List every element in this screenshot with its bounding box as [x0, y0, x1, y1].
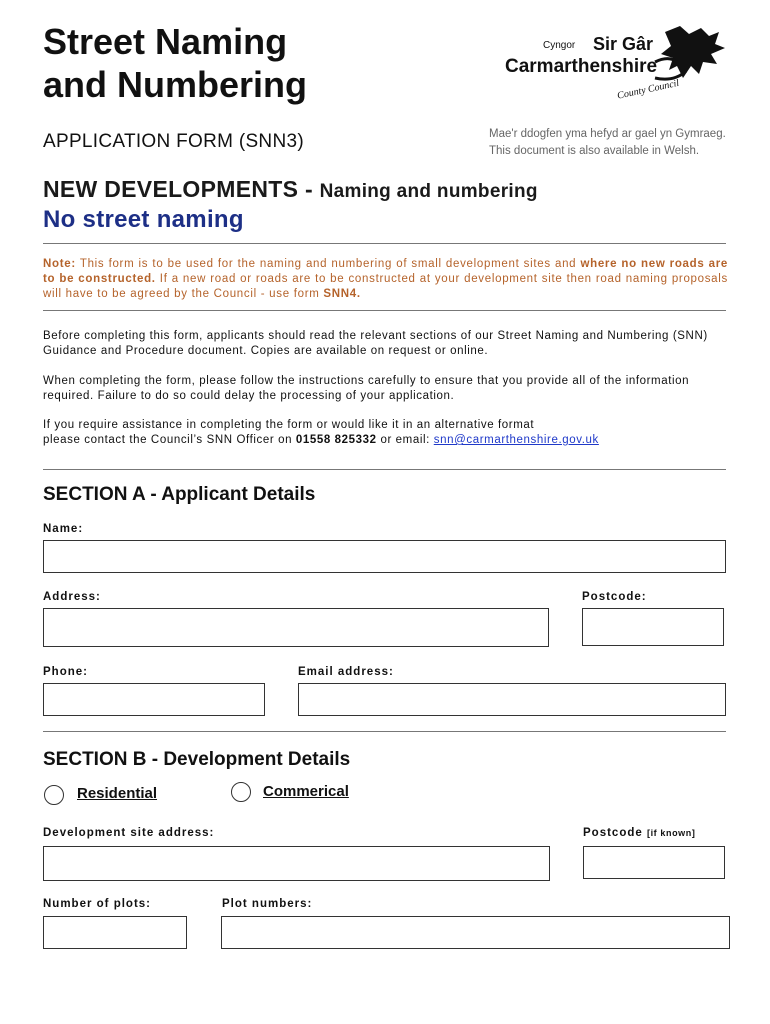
welsh-availability-note [489, 126, 726, 160]
logo-carmarthenshire-text: Carmarthenshire [505, 56, 658, 77]
note-bold-1: where no new roads are to be constructed. [43, 258, 729, 285]
site-postcode-text: Postcode [583, 827, 647, 839]
assistance-line-1: If you require assistance in completing the form or would like it in an alternative format [43, 419, 535, 431]
developments-heading [43, 176, 538, 203]
site-address-label: Development site address: [43, 827, 215, 839]
divider [43, 469, 726, 470]
section-b-title: SECTION B - Development Details [43, 749, 351, 770]
name-label: Name: [43, 523, 84, 535]
postcode-label: Postcode: [582, 591, 647, 603]
name-field[interactable] [43, 540, 726, 573]
divider [43, 243, 726, 244]
snn-phone-number: 01558 825332 [295, 434, 377, 446]
site-postcode-label [583, 827, 695, 839]
welsh-note-line-1: Mae'r ddogfen yma hefyd ar gael yn Gymraeg. [489, 128, 726, 140]
commercial-radio[interactable] [231, 782, 251, 802]
residential-label[interactable]: Residential [77, 785, 158, 802]
address-label: Address: [43, 591, 101, 603]
page-title [43, 20, 307, 106]
assistance-line-2b: or email: [376, 434, 434, 446]
title-line-1: Street Naming [43, 21, 288, 62]
form-subtitle: APPLICATION FORM (SNN3) [43, 131, 304, 152]
assistance-line-2a: please contact the Council’s SNN Officer on [43, 434, 296, 446]
developments-heading-main: NEW DEVELOPMENTS - [43, 176, 320, 202]
logo-county-council-text: County Council [616, 77, 681, 102]
section-a-title: SECTION A - Applicant Details [43, 484, 316, 505]
email-label: Email address: [298, 666, 394, 678]
site-postcode-field[interactable] [583, 846, 725, 879]
site-postcode-hint: [if known] [646, 828, 696, 838]
note-bold-2: SNN4. [323, 288, 361, 300]
no-street-naming-heading: No street naming [43, 206, 244, 233]
divider [43, 310, 726, 311]
intro-paragraph-2: When completing the form, please follow the instructions carefully to ensure that you provide all of the information required. Failure to do so could delay the processing of your application. [43, 375, 690, 402]
postcode-field[interactable] [582, 608, 724, 646]
assistance-paragraph [43, 418, 728, 448]
email-field[interactable] [298, 683, 726, 716]
welsh-note-line-2: This document is also available in Welsh. [489, 145, 700, 157]
plot-numbers-label: Plot numbers: [222, 898, 313, 910]
note-paragraph [43, 257, 728, 302]
phone-label: Phone: [43, 666, 88, 678]
phone-field[interactable] [43, 683, 265, 716]
logo-cyngor-text: Cyngor [543, 40, 576, 51]
commercial-label[interactable]: Commerical [263, 783, 349, 800]
residential-radio[interactable] [44, 785, 64, 805]
plots-field[interactable] [43, 916, 187, 949]
divider [43, 731, 726, 732]
council-logo [505, 22, 730, 110]
dragon-icon [661, 26, 725, 78]
address-field[interactable] [43, 608, 549, 647]
snn-email-link[interactable]: snn@carmarthenshire.gov.uk [433, 434, 599, 446]
note-label: Note: [43, 258, 76, 270]
developments-heading-sub: Naming and numbering [319, 181, 538, 202]
site-address-field[interactable] [43, 846, 550, 881]
intro-paragraph-1: Before completing this form, applicants should read the relevant sections of our Street Naming and Numbering (SNN) Guidance and Procedure document. Copies are available on request or online. [43, 330, 708, 357]
note-text-2: If a new road or roads are to be constructed at your development site then road naming proposals will have to be agreed by the Council - use form [43, 273, 728, 300]
plots-label: Number of plots: [43, 898, 151, 910]
logo-sir-gar-text: Sir Gâr [593, 34, 654, 54]
plot-numbers-field[interactable] [221, 916, 730, 949]
title-line-2: and Numbering [43, 64, 308, 105]
note-text-1: This form is to be used for the naming and numbering of small development sites and [75, 258, 581, 270]
